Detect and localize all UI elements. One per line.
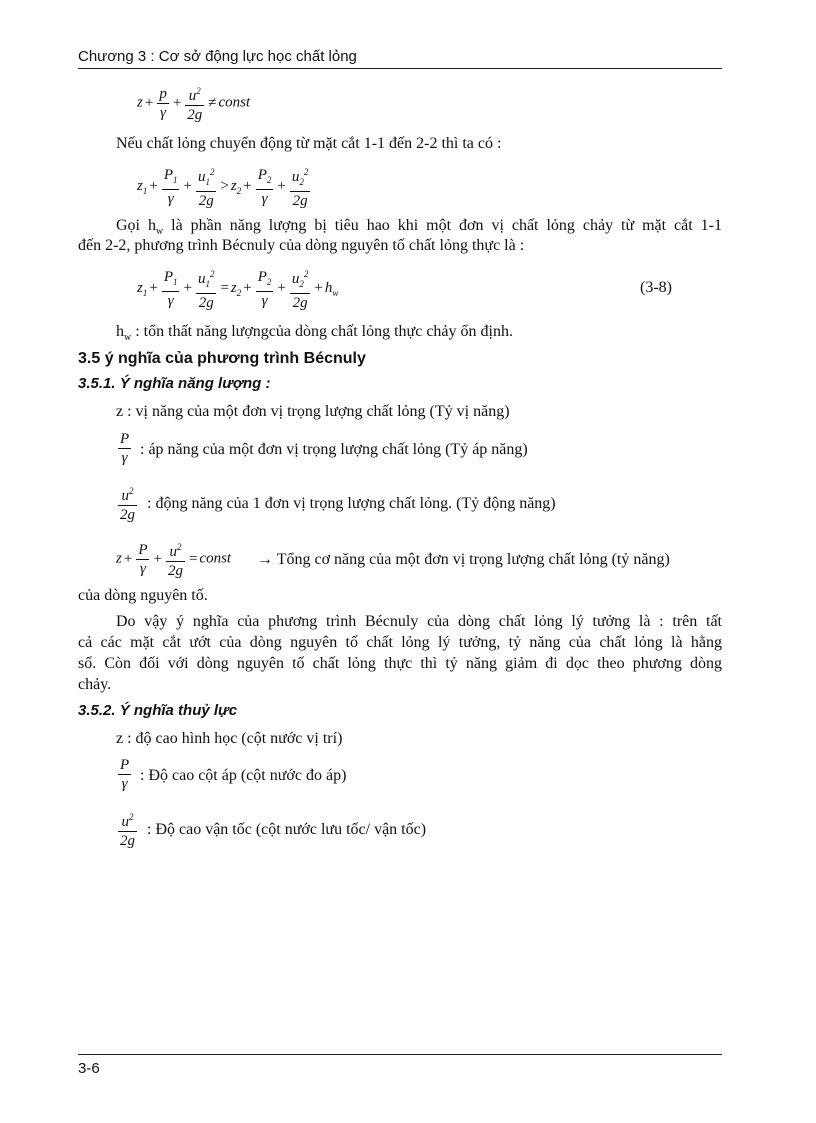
paragraph-meaning-1: Do vậy ý nghĩa của phương trình Bécnuly của dòng chất lỏng lý tưởng là : trên tất bbox=[116, 613, 722, 630]
item-total-energy: → Tổng cơ năng của một đơn vị trọng lượng chất lỏng (tỷ năng) bbox=[257, 551, 670, 568]
footer-rule bbox=[78, 1054, 722, 1055]
section-heading-3-5: 3.5 ý nghĩa của phương trình Bécnuly bbox=[78, 350, 366, 367]
item-z-height: z : độ cao hình học (cột nước vị trí) bbox=[116, 730, 343, 747]
paragraph-meaning-2: cả các mặt cắt ướt của dòng nguyên tố chất lỏng lý tưởng, tỷ năng của chất lỏng là hằng bbox=[78, 634, 722, 651]
item-pressure-energy: : áp năng của một đơn vị trọng lượng chất lỏng (Tỷ áp năng) bbox=[140, 441, 528, 458]
equation-inequality: $z_1$ + $\frac{P_1}{\gamma}$ + $\frac{u_1^2}{2g}$ > $z_2$ + $\frac{P_2}{\gamma}$ + $\frac{u_2^2}{2g}$ bbox=[137, 163, 312, 210]
item-z-energy: z : vị năng của một đơn vị trọng lượng chất lỏng (Tỷ vị năng) bbox=[116, 403, 510, 420]
paragraph-hw-intro-cont: đến 2-2, phương trình Bécnuly của dòng nguyên tố chất lỏng thực là : bbox=[78, 237, 525, 254]
equation-number: (3-8) bbox=[640, 279, 672, 296]
item-pressure-head: : Độ cao cột áp (cột nước đo áp) bbox=[140, 767, 347, 784]
paragraph-hw-def: $h_w$ : tổn thất năng lượngcủa dòng chất lỏng thực chảy ổn định. bbox=[116, 323, 513, 344]
page-header: Chương 3 : Cơ sở động lực học chất lỏng bbox=[78, 48, 357, 65]
page-number: 3-6 bbox=[78, 1060, 100, 1077]
paragraph-meaning-3: số. Còn đối với dòng nguyên tố chất lỏng thực thì tỷ năng giảm đi dọc theo phương dòng bbox=[78, 655, 722, 672]
fraction-u2-2g-1: $\frac{u^2}{2g}$ bbox=[116, 482, 139, 524]
equation-const: z + $\frac{P}{\gamma}$ + $\frac{u^2}{2g}$ = const bbox=[116, 538, 231, 580]
equation-nonconst: z + $\frac{p}{\gamma}$ + $\frac{u^2}{2g}$ ≠ const bbox=[137, 82, 250, 124]
paragraph-hw-intro: Gọi $h_w$ là phần năng lượng bị tiêu hao khi một đơn vị chất lỏng chảy từ mặt cắt 1-1 bbox=[116, 217, 722, 238]
subsection-heading-3-5-1: 3.5.1. Ý nghĩa năng lượng : bbox=[78, 375, 271, 392]
paragraph-meaning-4: chảy. bbox=[78, 676, 112, 693]
item-kinetic-energy: : động năng của 1 đơn vị trọng lượng chất lỏng. (Tỷ động năng) bbox=[147, 495, 556, 512]
item-total-energy-cont: của dòng nguyên tố. bbox=[78, 587, 208, 604]
subsection-heading-3-5-2: 3.5.2. Ý nghĩa thuỷ lực bbox=[78, 702, 238, 719]
equation-real-bernoulli: $z_1$ + $\frac{P_1}{\gamma}$ + $\frac{u_1^2}{2g}$ = $z_2$ + $\frac{P_2}{\gamma}$ + $\frac{u_2^2}{2g}$ + $h_w$ bbox=[137, 265, 338, 312]
fraction-p-gamma-1: $\frac{P}{\gamma}$ bbox=[120, 431, 130, 466]
item-velocity-head: : Độ cao vận tốc (cột nước lưu tốc/ vận tốc) bbox=[147, 821, 427, 838]
fraction-p-gamma-2: $\frac{P}{\gamma}$ bbox=[120, 757, 130, 792]
paragraph-motion: Nếu chất lỏng chuyển động từ mặt cắt 1-1 đến 2-2 thì ta có : bbox=[116, 135, 502, 152]
fraction-u2-2g-2: $\frac{u^2}{2g}$ bbox=[116, 808, 139, 850]
header-rule bbox=[78, 68, 722, 69]
